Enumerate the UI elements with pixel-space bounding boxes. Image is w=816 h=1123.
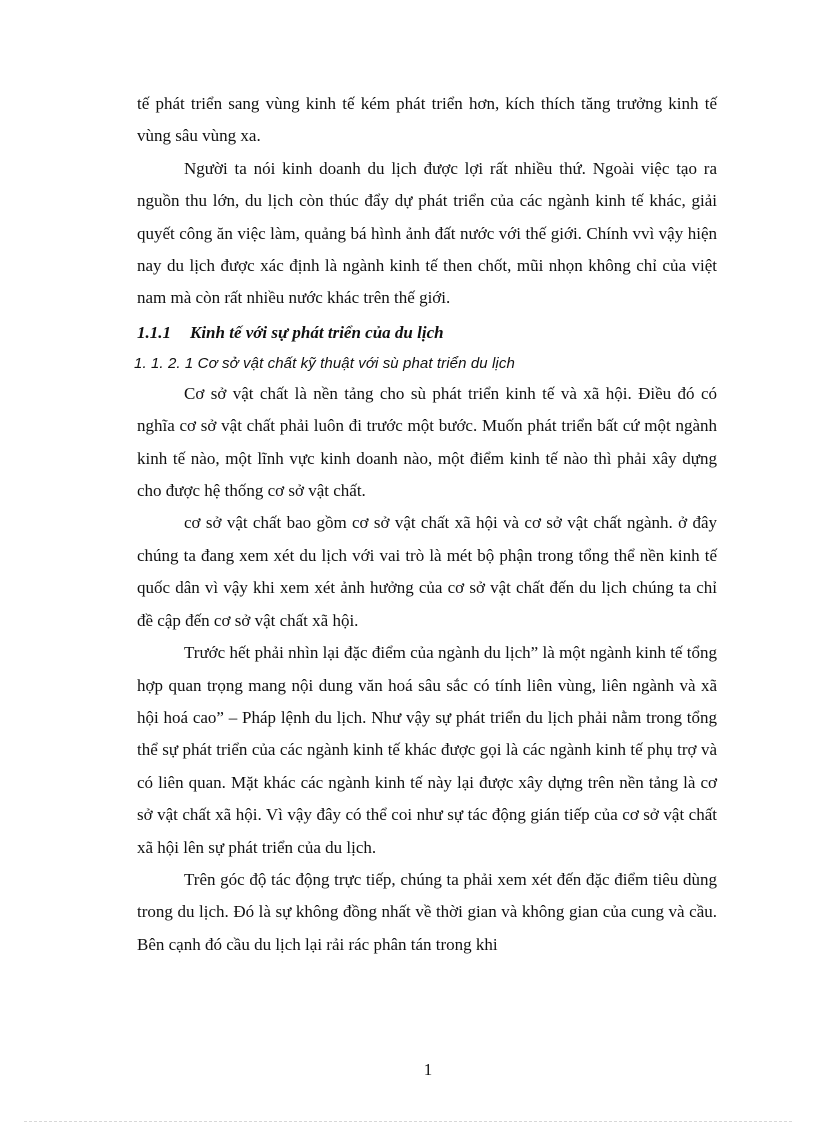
paragraph-intro-1: tế phát triển sang vùng kinh tế kém phát triển hơn, kích thích tăng trưởng kinh tế vùng sâu vùng xa. — [137, 94, 717, 146]
subsection-heading: 1. 1. 2. 1 Cơ sở vật chất kỹ thuật với sù phat triển du lịch — [134, 354, 515, 372]
section-heading — [137, 317, 717, 349]
paragraph-body-3: Trước hết phải nhìn lại đặc điểm của ngành du lịch” là một ngành kinh tế tổng hợp quan trọng mang nội dung văn hoá sâu sắc có tính liên vùng, liên ngành và xã hội hoá cao” – Pháp lệnh du lịch. Như vậy sự phát triển du lịch phải nằm trong tổng thể sự phát triển của các ngành kinh tế khác được gọi là các ngành kinh tế phụ trợ và có liên quan. Mặt khác các ngành kinh tế này lại được xây dựng trên nền tảng là cơ sở vật chất xã hội. Vì vậy đây có thể coi như sự tác động gián tiếp của cơ sở vật chất xã hội lên sự phát triển của du lịch. — [137, 643, 717, 857]
paragraph-body-4: Trên góc độ tác động trực tiếp, chúng ta phải xem xét đến đặc điểm tiêu dùng trong du lịch. Đó là sự không đồng nhất về thời gian và không gian của cung và cầu. Bên cạnh đó cầu du lịch lại rải rác phân tán trong khi — [137, 869, 717, 954]
paragraph-body-2: cơ sở vật chất bao gồm cơ sở vật chất xã hội và cơ sở vật chất ngành. ở đây chúng ta đang xem xét du lịch với vai trò là mét bộ phận trong tổng thể nền kinh tế quốc dân vì vậy khi xem xét ảnh hưởng của cơ sở vật chất đến du lịch chúng ta chỉ đề cập đến cơ sở vật chất xã hội. — [137, 513, 717, 630]
body-text — [134, 88, 717, 961]
paragraph-body-1: Cơ sở vật chất là nền tảng cho sù phát triển kinh tế và xã hội. Điều đó có nghĩa cơ sở vật chất phải luôn đi trước một bước. Muốn phát triển bất cứ một ngành kinh tế nào, một lĩnh vực kinh doanh nào, một điểm kinh tế nào thì phải xây dựng cho được hệ thống cơ sở vật chất. — [137, 383, 717, 501]
section-title: Kinh tế với sự phát triển của du lịch — [190, 322, 444, 342]
section-number: 1.1.1 — [137, 322, 171, 342]
paragraph-intro-2: Người ta nói kinh doanh du lịch được lợi rất nhiều thứ. Ngoài việc tạo ra nguồn thu lớn, du lịch còn thúc đẩy dự phát triển của các ngành kinh tế khác, giải quyết công ăn việc làm, quảng bá hình ảnh đất nước với thế giới. Chính vvì vậy hiện nay du lịch được xác định là ngành kinh tế then chốt, mũi nhọn không chỉ của việt nam mà còn rất nhiều nước khác trên thế giới. — [137, 158, 717, 308]
page-number: 1 — [423, 1060, 433, 1079]
page-bottom-divider — [24, 1121, 792, 1122]
